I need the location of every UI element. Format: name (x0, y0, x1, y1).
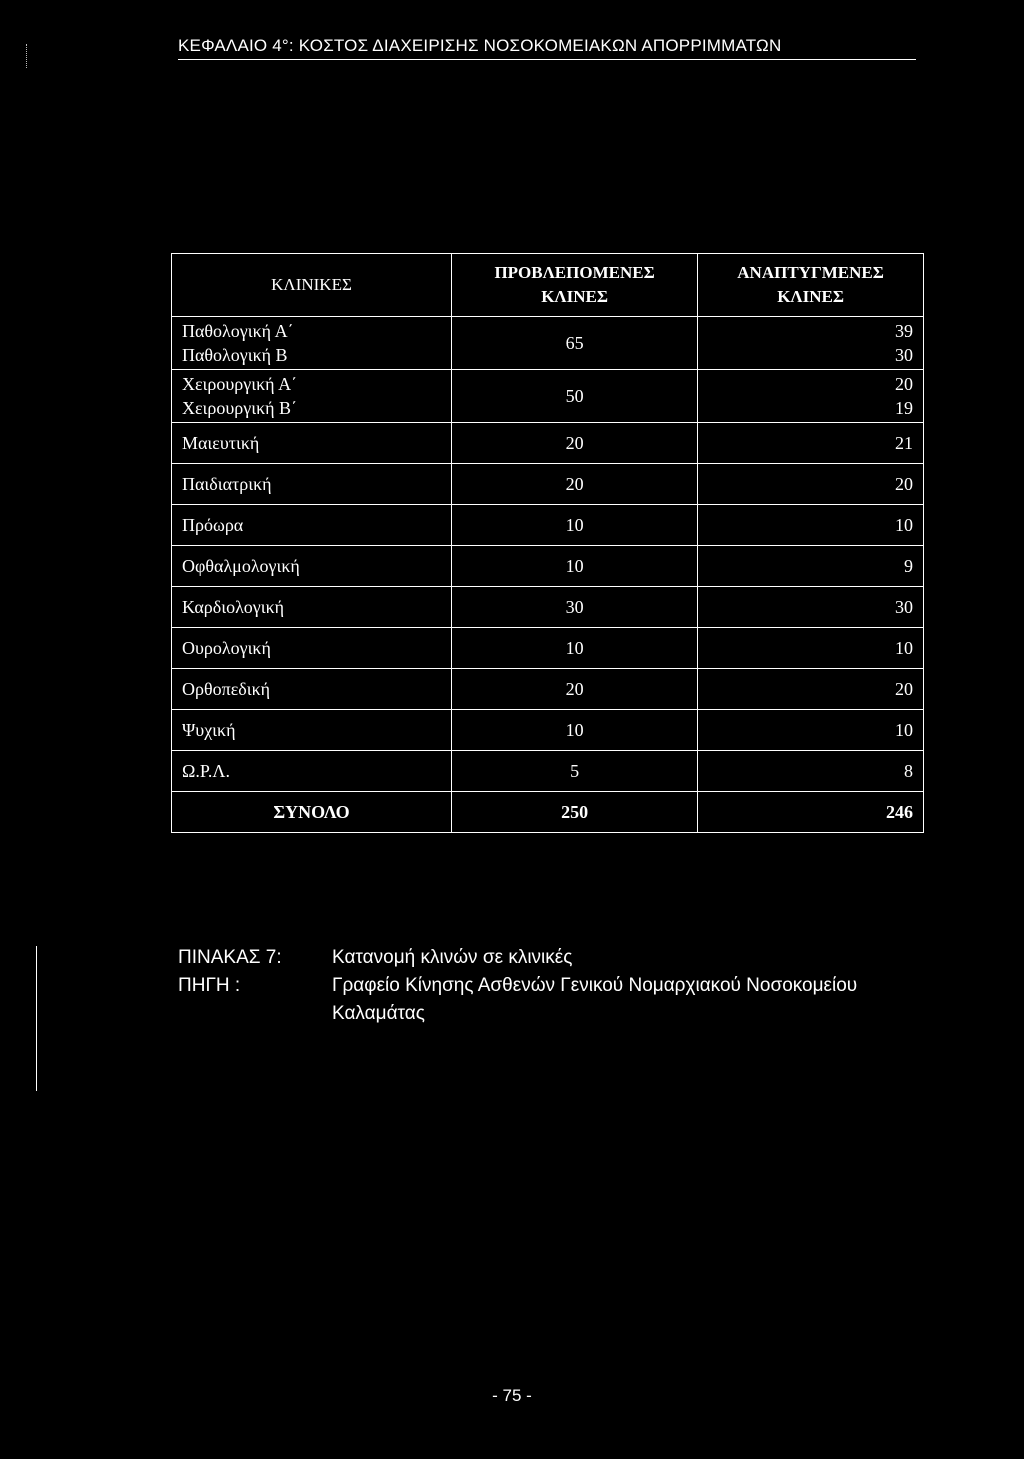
chapter-header: ΚΕΦΑΛΑΙΟ 4°: ΚΟΣΤΟΣ ΔΙΑΧΕΙΡΙΣΗΣ ΝΟΣΟΚΟΜΕΙΑΚΩΝ ΑΠΟΡΡΙΜΜΑΤΩΝ (178, 36, 916, 60)
clinic-name: Οφθαλμολογική (172, 546, 452, 587)
planned-beds: 20 (451, 669, 697, 710)
developed-beds: 19 (895, 398, 913, 418)
caption-table-text: Κατανομή κλινών σε κλινικές (332, 947, 573, 968)
header-developed-line1: ΑΝΑΠΤΥΓΜΕΝΕΣ (737, 263, 884, 282)
clinic-name-pair (172, 317, 452, 370)
caption-table-label: ΠΙΝΑΚΑΣ 7: (178, 947, 282, 968)
clinic-name: Παιδιατρική (172, 464, 452, 505)
clinic-name-pair (172, 370, 452, 423)
header-planned-line1: ΠΡΟΒΛΕΠΟΜΕΝΕΣ (494, 263, 655, 282)
scan-edge-mark (26, 44, 28, 68)
planned-beds: 65 (451, 317, 697, 370)
total-planned: 250 (451, 792, 697, 833)
caption-source-label: ΠΗΓΗ : (178, 975, 241, 996)
developed-beds: 21 (698, 423, 924, 464)
clinic-name: Ουρολογική (172, 628, 452, 669)
clinic-name: Πρόωρα (172, 505, 452, 546)
clinic-name: Παθολογική Α΄ (182, 321, 294, 341)
clinic-name: Καρδιολογική (172, 587, 452, 628)
clinic-name: Χειρουργική Β΄ (182, 398, 298, 418)
table-row (172, 710, 924, 751)
developed-beds: 9 (698, 546, 924, 587)
total-row (172, 792, 924, 833)
clinic-name: Ορθοπεδική (172, 669, 452, 710)
developed-beds: 8 (698, 751, 924, 792)
table-row (172, 370, 924, 423)
planned-beds: 10 (451, 505, 697, 546)
header-planned-line2: ΚΛΙΝΕΣ (541, 287, 608, 306)
page-number: - 75 - (492, 1386, 532, 1405)
beds-table (171, 253, 924, 833)
table-row (172, 669, 924, 710)
planned-beds: 5 (451, 751, 697, 792)
planned-beds: 10 (451, 710, 697, 751)
developed-beds: 20 (698, 669, 924, 710)
caption-source-row-2 (178, 1000, 932, 1028)
planned-beds: 20 (451, 423, 697, 464)
planned-beds: 30 (451, 587, 697, 628)
header-planned (451, 254, 697, 317)
caption-source-row (178, 972, 932, 1000)
developed-beds: 10 (698, 710, 924, 751)
planned-beds: 50 (451, 370, 697, 423)
table-header-row (172, 254, 924, 317)
developed-beds: 30 (895, 345, 913, 365)
table-row (172, 317, 924, 370)
developed-beds: 30 (698, 587, 924, 628)
planned-beds: 10 (451, 546, 697, 587)
developed-beds-pair (698, 370, 924, 423)
total-label: ΣΥΝΟΛΟ (172, 792, 452, 833)
table-caption (178, 944, 932, 1028)
header-developed-line2: ΚΛΙΝΕΣ (777, 287, 844, 306)
caption-source-text-2: Καλαμάτας (332, 1003, 425, 1024)
total-developed: 246 (698, 792, 924, 833)
clinic-name: Χειρουργική Α΄ (182, 374, 298, 394)
table-row (172, 464, 924, 505)
margin-rule (36, 946, 37, 1091)
planned-beds: 20 (451, 464, 697, 505)
clinic-name: Ω.Ρ.Λ. (172, 751, 452, 792)
planned-beds: 10 (451, 628, 697, 669)
developed-beds: 20 (698, 464, 924, 505)
developed-beds: 20 (895, 374, 913, 394)
caption-source-text: Γραφείο Κίνησης Ασθενών Γενικού Νομαρχιακού Νοσοκομείου (332, 975, 858, 996)
table-row (172, 505, 924, 546)
developed-beds: 10 (698, 628, 924, 669)
developed-beds: 39 (895, 321, 913, 341)
developed-beds-pair (698, 317, 924, 370)
clinic-name: Παθολογική Β (182, 345, 288, 365)
header-developed (698, 254, 924, 317)
table-row (172, 423, 924, 464)
header-clinics: ΚΛΙΝΙΚΕΣ (172, 254, 452, 317)
table-row (172, 546, 924, 587)
developed-beds: 10 (698, 505, 924, 546)
clinic-name: Μαιευτική (172, 423, 452, 464)
caption-table-row (178, 944, 932, 972)
table-row (172, 628, 924, 669)
clinic-name: Ψυχική (172, 710, 452, 751)
table-row (172, 587, 924, 628)
table-row (172, 751, 924, 792)
